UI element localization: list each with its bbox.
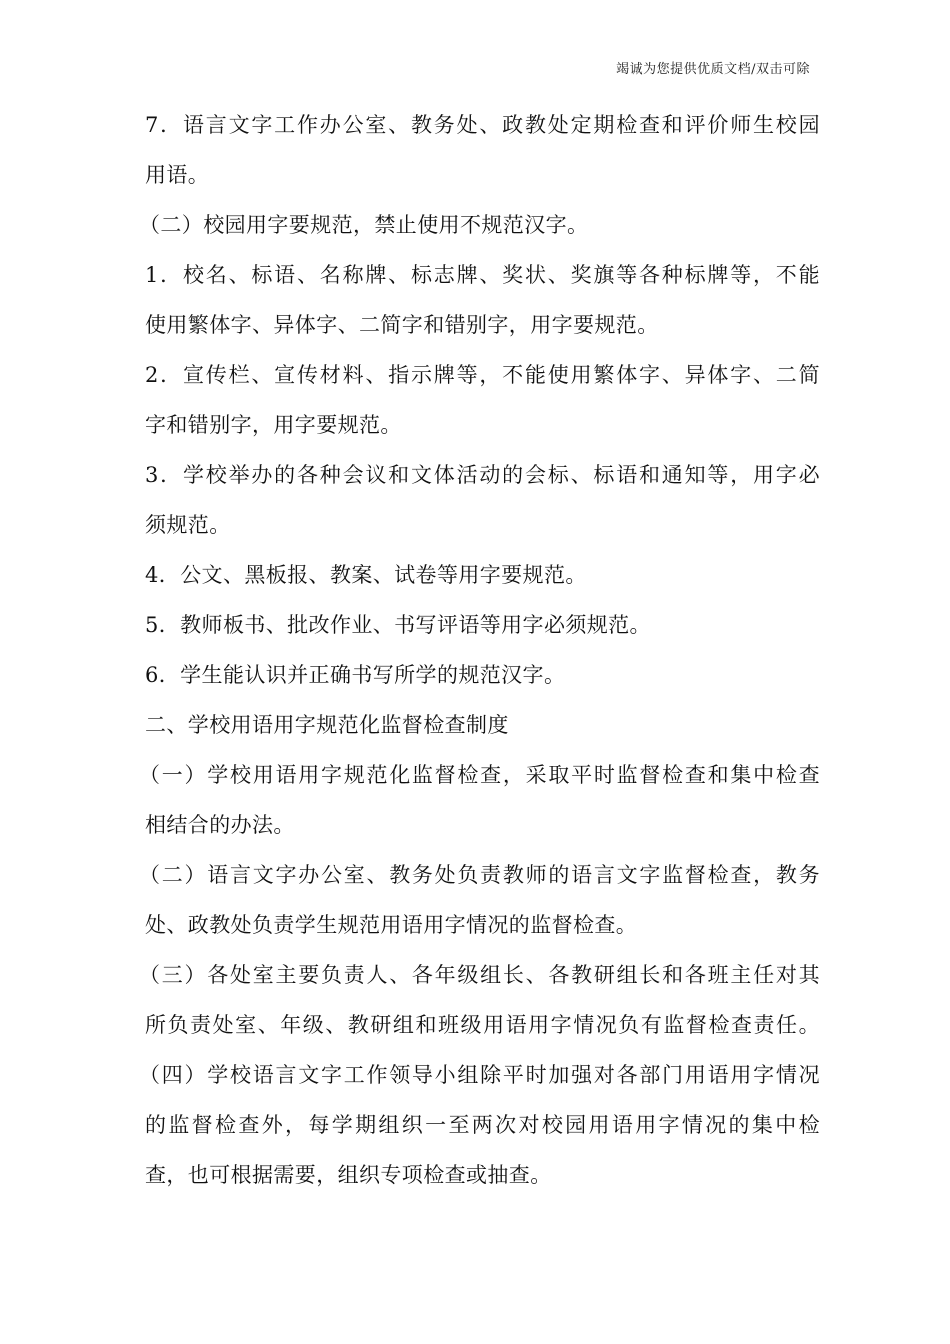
text-line-3: （二）校园用字要规范，禁止使用不规范汉字。 <box>139 213 589 237</box>
text-line-15: 相结合的办法。 <box>145 813 295 837</box>
text-line-6: 2．宣传栏、宣传材料、指示牌等，不能使用繁体字、异体字、二简 <box>145 363 820 387</box>
section-heading: 二、学校用语用字规范化监督检查制度 <box>145 713 509 737</box>
text-line-21: 的监督检查外，每学期组织一至两次对校园用语用字情况的集中检 <box>145 1113 820 1137</box>
text-line-2: 用语。 <box>145 163 210 187</box>
text-line-22: 查，也可根据需要，组织专项检查或抽查。 <box>145 1163 552 1187</box>
text-line-17: 处、政教处负责学生规范用语用字情况的监督检查。 <box>145 913 638 937</box>
text-line-19: 所负责处室、年级、教研组和班级用语用字情况负有监督检查责任。 <box>145 1013 820 1037</box>
text-line-11: 5．教师板书、批改作业、书写评语等用字必须规范。 <box>145 613 651 637</box>
header-note: 竭诚为您提供优质文档/双击可除 <box>616 62 810 77</box>
text-line-7: 字和错别字，用字要规范。 <box>145 413 402 437</box>
text-line-12: 6．学生能认识并正确书写所学的规范汉字。 <box>145 663 566 687</box>
text-line-10: 4．公文、黑板报、教案、试卷等用字要规范。 <box>145 563 587 587</box>
text-line-8: 3．学校举办的各种会议和文体活动的会标、标语和通知等，用字必 <box>145 463 820 487</box>
text-line-1: 7．语言文字工作办公室、教务处、政教处定期检查和评价师生校园 <box>145 113 820 137</box>
text-line-5: 使用繁体字、异体字、二简字和错别字，用字要规范。 <box>145 313 659 337</box>
text-line-20: （四）学校语言文字工作领导小组除平时加强对各部门用语用字情况 <box>139 1063 820 1087</box>
text-line-14: （一）学校用语用字规范化监督检查，采取平时监督检查和集中检查 <box>139 763 820 787</box>
document-body <box>139 100 820 1200</box>
text-line-16: （二）语言文字办公室、教务处负责教师的语言文字监督检查，教务 <box>139 863 820 887</box>
text-line-4: 1．校名、标语、名称牌、标志牌、奖状、奖旗等各种标牌等，不能 <box>145 263 820 287</box>
text-line-9: 须规范。 <box>145 513 231 537</box>
text-line-18: （三）各处室主要负责人、各年级组长、各教研组长和各班主任对其 <box>139 963 820 987</box>
